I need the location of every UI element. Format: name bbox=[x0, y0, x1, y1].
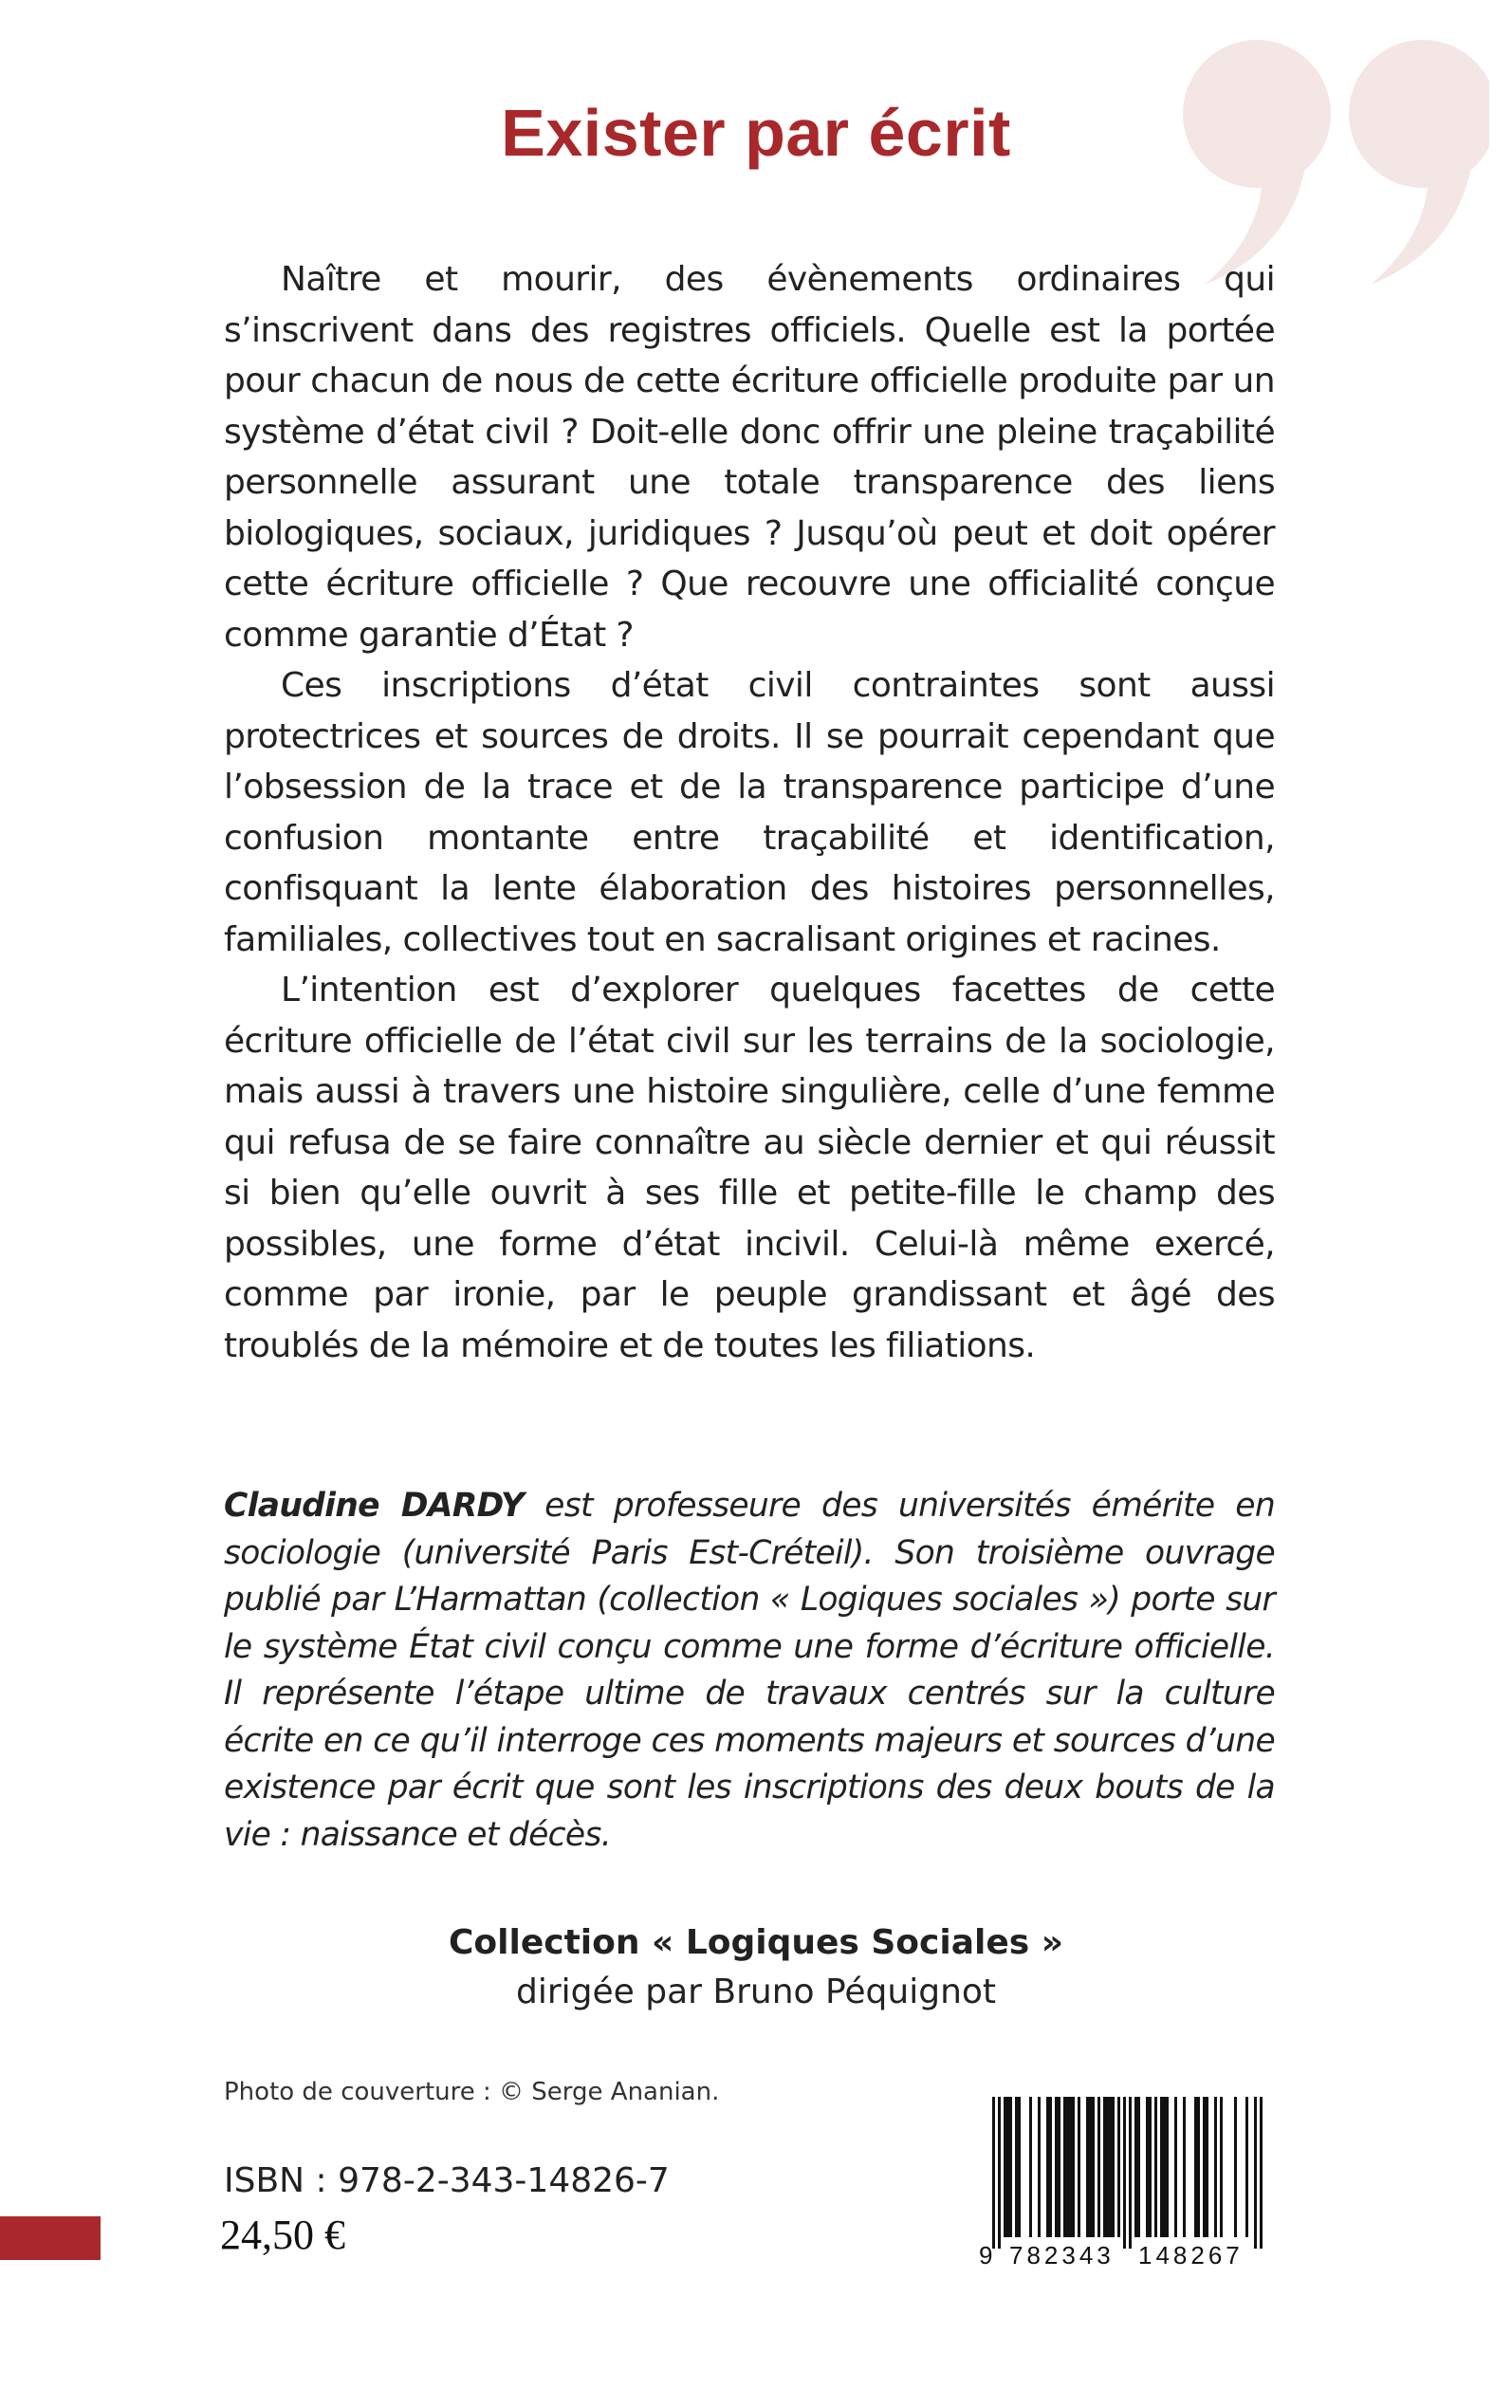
barcode-bar bbox=[1220, 2097, 1223, 2237]
blurb-paragraph-2: Ces inscriptions d’état civil contraintes sont aussi protectrices et sources de droits. Il se pourrait cependant que l’obsession de la trace et de la transparence participe d’une confusion montante entre traçabilité et identification, confisquant la lente élaboration des histoires personnelles, familiales, collectives tout en sacralisant origines et racines. bbox=[224, 666, 1275, 959]
barcode-bar bbox=[992, 2097, 995, 2249]
barcode-bar bbox=[998, 2097, 1001, 2249]
barcode-bar bbox=[1097, 2097, 1100, 2237]
collection-title: Collection « Logiques Sociales » bbox=[449, 1923, 1063, 1962]
barcode-bar bbox=[1109, 2097, 1112, 2237]
barcode-bar bbox=[1137, 2097, 1140, 2237]
barcode-bar bbox=[1117, 2097, 1120, 2237]
barcode-bar bbox=[1234, 2097, 1237, 2237]
barcode-bar bbox=[1103, 2097, 1106, 2237]
barcode-bar bbox=[1174, 2097, 1177, 2237]
barcode-bar bbox=[1106, 2097, 1109, 2237]
barcode-bar bbox=[1092, 2097, 1095, 2237]
accent-bar bbox=[0, 2216, 101, 2260]
barcode-bar bbox=[1046, 2097, 1049, 2237]
barcode bbox=[977, 2097, 1269, 2268]
author-name: Claudine DARDY bbox=[224, 1487, 525, 1525]
blurb-paragraph-1: Naître et mourir, des évènements ordinaires qui s’inscrivent dans des registres officiels. Quelle est la portée pour chacun de nous de cette écriture officielle produite par un système d’état civil ? Doit-elle donc offrir une pleine traçabilité personnelle assurant une totale transparence des liens biologiques, sociaux, juridiques ? Jusqu’où peut et doit opérer cette écriture officielle ? Que recouvre une officialité conçue comme garantie d’État ? bbox=[224, 260, 1275, 655]
barcode-bar bbox=[1055, 2097, 1058, 2237]
barcode-bar bbox=[1160, 2097, 1163, 2237]
collection-director: dirigée par Bruno Péquignot bbox=[515, 1973, 997, 2011]
barcode-bar bbox=[1063, 2097, 1066, 2237]
barcode-left-digits: 782343 bbox=[1009, 2241, 1115, 2268]
barcode-bar bbox=[1038, 2097, 1041, 2237]
barcode-bar bbox=[1245, 2097, 1248, 2237]
barcode-bar bbox=[1049, 2097, 1052, 2237]
barcode-bar bbox=[1163, 2097, 1166, 2237]
barcode-right-digits: 148267 bbox=[1138, 2241, 1244, 2268]
barcode-bar bbox=[1029, 2097, 1032, 2237]
collection-info bbox=[0, 1918, 1512, 2017]
barcode-bar bbox=[1149, 2097, 1152, 2237]
barcode-bar bbox=[1086, 2097, 1089, 2237]
barcode-bar bbox=[1006, 2097, 1009, 2237]
price: 24,50 € bbox=[220, 2212, 345, 2258]
barcode-bar bbox=[1146, 2097, 1149, 2237]
blurb bbox=[224, 254, 1275, 1371]
barcode-bar bbox=[1206, 2097, 1208, 2237]
barcode-bar bbox=[1194, 2097, 1197, 2237]
barcode-bar bbox=[1009, 2097, 1012, 2237]
barcode-bar bbox=[1134, 2097, 1137, 2237]
barcode-bar bbox=[1154, 2097, 1157, 2237]
barcode-first-digit: 9 bbox=[979, 2241, 993, 2268]
blurb-paragraph-3: L’intention est d’explorer quelques facettes de cette écriture officielle de l’état civil sur les terrains de la sociologie, mais aussi à travers une histoire singulière, celle d’une femme qui refusa de se faire connaître au siècle dernier et qui réussit si bien qu’elle ouvrit à ses fille et petite-fille le champ des possibles, une forme d’état incivil. Celui-là même exercé, comme par ironie, par le peuple grandissant et âgé des troublés de la mémoire et de toutes les filiations. bbox=[224, 971, 1275, 1365]
barcode-bar bbox=[1089, 2097, 1092, 2237]
barcode-bar bbox=[1129, 2097, 1132, 2249]
author-bio bbox=[224, 1483, 1275, 1859]
isbn: ISBN : 978-2-343-14826-7 bbox=[224, 2161, 670, 2200]
barcode-bar bbox=[1166, 2097, 1169, 2237]
barcode-bar bbox=[1018, 2097, 1021, 2237]
barcode-bar bbox=[1058, 2097, 1060, 2237]
barcode-bar bbox=[1066, 2097, 1069, 2237]
barcode-bar bbox=[1078, 2097, 1080, 2237]
author-bio-text: est professeure des universités émérite en sociologie (université Paris Est-Créteil). Son troisième ouvrage publié par L’Harmattan (collection « Logiques sociales ») porte sur le système État civil conçu comme une forme d’écriture officielle. Il représente l’étape ultime de travaux centrés sur la culture écrite en ce qu’il interroge ces moments majeurs et sources d’une existence par écrit que sont les inscriptions des deux bouts de la vie : naissance et décès. bbox=[224, 1487, 1275, 1854]
barcode-bar bbox=[1260, 2097, 1263, 2249]
barcode-bar bbox=[1203, 2097, 1206, 2237]
barcode-bar bbox=[1183, 2097, 1186, 2237]
barcode-bar bbox=[1123, 2097, 1126, 2249]
barcode-bar bbox=[1004, 2097, 1006, 2237]
barcode-bar bbox=[1112, 2097, 1115, 2237]
barcode-bar bbox=[1069, 2097, 1072, 2237]
book-title: Exister par écrit bbox=[501, 96, 1011, 170]
photo-credit: Photo de couverture : © Serge Ananian. bbox=[224, 2078, 720, 2106]
barcode-bar bbox=[1214, 2097, 1217, 2237]
barcode-bar bbox=[1197, 2097, 1200, 2237]
barcode-bar bbox=[1015, 2097, 1018, 2237]
barcode-bar bbox=[1254, 2097, 1257, 2249]
barcode-bar bbox=[1072, 2097, 1075, 2237]
